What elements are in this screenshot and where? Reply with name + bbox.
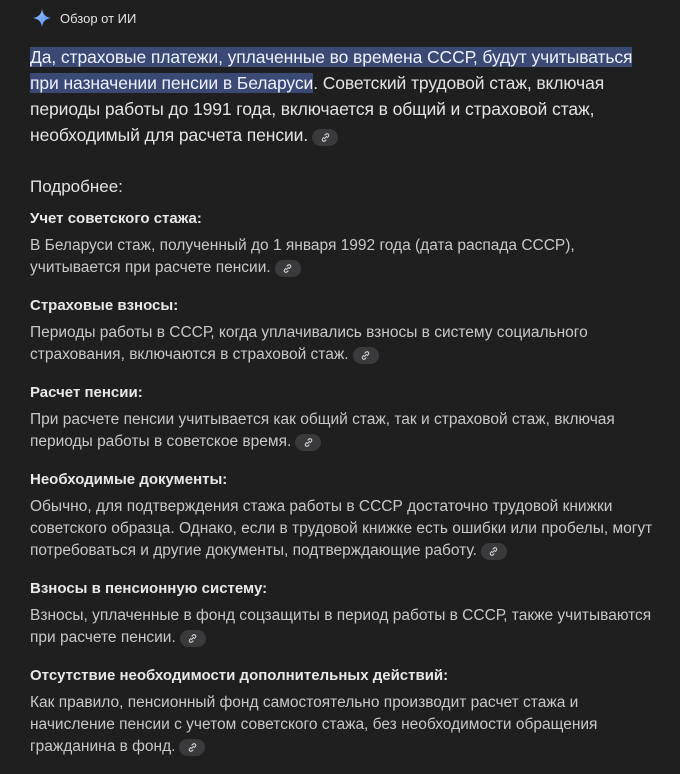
details-list	[30, 208, 662, 758]
link-chip[interactable]	[180, 630, 206, 647]
section-title: Страховые взносы:	[30, 297, 179, 314]
more-heading: Подробнее:	[30, 177, 123, 196]
detail-section	[30, 295, 662, 366]
section-title: Необходимые документы:	[30, 471, 228, 488]
section-title: Учет советского стажа:	[30, 210, 202, 227]
section-title: Расчет пенсии:	[30, 384, 143, 401]
link-chip[interactable]	[275, 260, 301, 277]
link-icon	[187, 633, 198, 644]
section-text: Обычно, для подтверждения стажа работы в СССР достаточно трудовой книжки советского образца. Однако, если в трудовой книжке есть ошибки или пробелы, могут потребоваться и другие документы, подтверждающие работу.	[30, 498, 653, 559]
intro-paragraph	[30, 44, 662, 148]
link-chip[interactable]	[481, 543, 507, 560]
link-icon	[282, 263, 293, 274]
section-body	[30, 692, 662, 758]
section-text: Как правило, пенсионный фонд самостоятельно производит расчет стажа и начисление пенсии с учетом советского стажа, без необходимости обращения гражданина в фонд.	[30, 694, 598, 755]
ai-overview-header	[32, 0, 662, 36]
section-text: В Беларуси стаж, полученный до 1 января 1992 года (дата распада СССР), учитывается при расчете пенсии.	[30, 237, 575, 276]
section-body	[30, 235, 662, 279]
intro-text: . Советский трудовой стаж, включая периоды работы до 1991 года, включается в общий и страховой стаж, необходимый для расчета пенсии.	[30, 73, 605, 145]
detail-section	[30, 578, 662, 649]
section-title: Взносы в пенсионную систему:	[30, 580, 268, 597]
detail-section	[30, 382, 662, 453]
section-title: Отсутствие необходимости дополнительных действий:	[30, 667, 449, 684]
highlighted-answer: Да, страховые платежи, уплаченные во времена СССР, будут учитываться при назначении пенсии в Беларуси	[30, 47, 633, 93]
detail-section	[30, 665, 662, 758]
sparkle-icon	[32, 8, 52, 28]
link-icon	[320, 132, 331, 143]
section-body	[30, 496, 662, 562]
section-text: При расчете пенсии учитывается как общий стаж, так и страховой стаж, включая периоды работы в советское время.	[30, 411, 615, 450]
link-icon	[187, 742, 198, 753]
section-body	[30, 605, 662, 649]
link-chip[interactable]	[353, 347, 379, 364]
section-text: Взносы, уплаченные в фонд соцзащиты в период работы в СССР, также учитываются при расчете пенсии.	[30, 607, 652, 646]
ai-overview-title: Обзор от ИИ	[60, 10, 137, 26]
link-chip[interactable]	[295, 434, 321, 451]
section-body	[30, 322, 662, 366]
link-chip[interactable]	[312, 129, 338, 146]
ai-overview-panel	[30, 0, 662, 774]
detail-section	[30, 208, 662, 279]
link-icon	[488, 546, 499, 557]
detail-section	[30, 469, 662, 562]
section-body	[30, 409, 662, 453]
link-chip[interactable]	[179, 739, 205, 756]
link-icon	[360, 350, 371, 361]
link-icon	[303, 437, 314, 448]
section-text: Периоды работы в СССР, когда уплачивались взносы в систему социального страхования, включаются в страховой стаж.	[30, 324, 588, 363]
